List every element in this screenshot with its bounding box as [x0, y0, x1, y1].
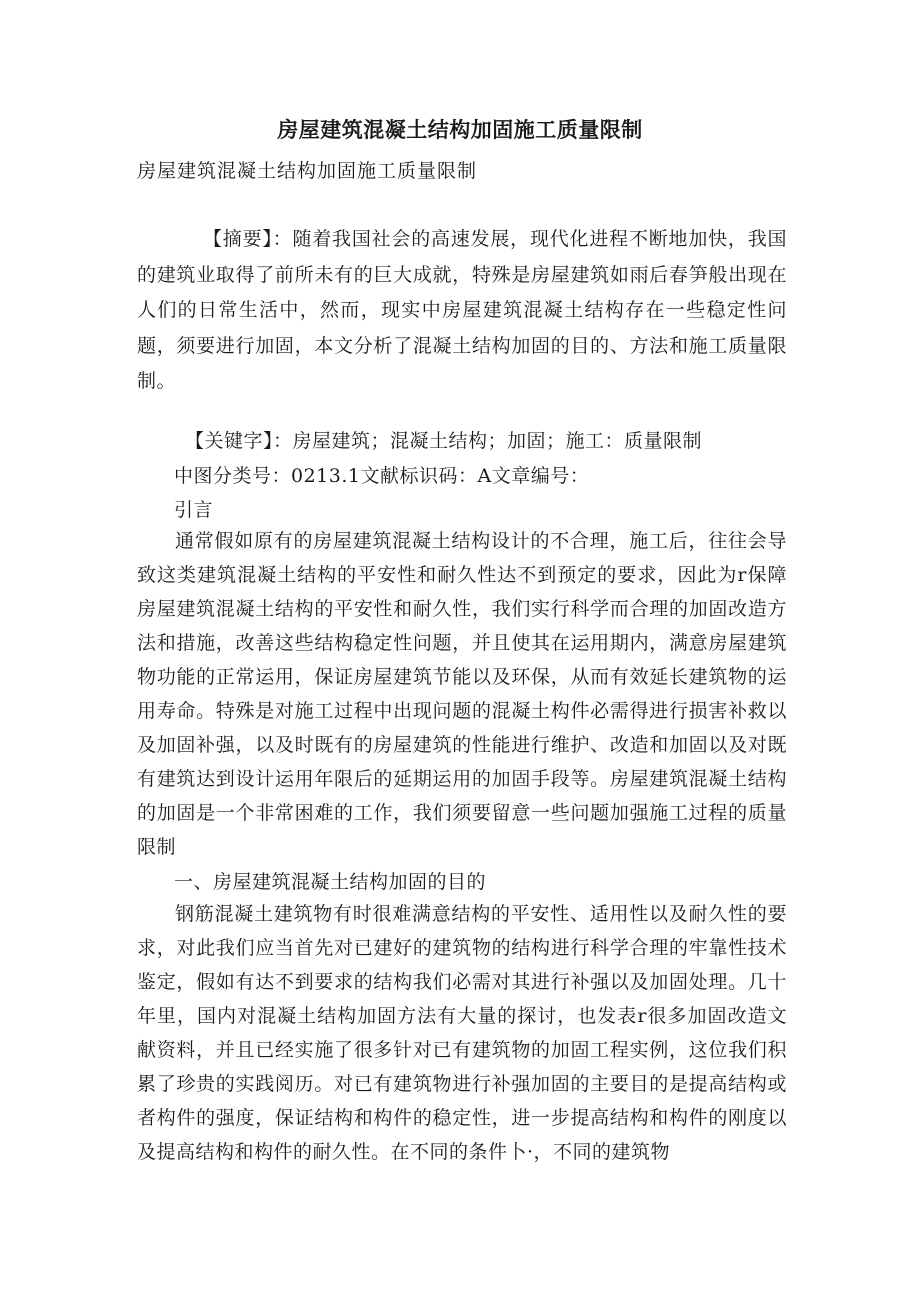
intro-heading: 引言 [174, 499, 214, 521]
keywords-line: 【关键字】：房屋建筑；混凝土结构；加固；施工：质量限制 [185, 430, 703, 452]
section-heading: 一、房屋建筑混凝土结构加固的目的 [174, 871, 487, 893]
abstract-paragraph: 【摘要】：随着我国社会的高速发展，现代化进程不断地加快，我国的建筑业取得了前所未有的巨大成就，特殊是房屋建筑如雨后春笋般出现在人们的日常生活中，然而，现实中房屋建筑混凝土结构存在一些稳定性问题，须要进行加固，本文分析了混凝土结构加固的目的、方法和施工质量限制。 [137, 228, 787, 392]
intro-paragraph: 通常假如原有的房屋建筑混凝土结构设计的不合理，施工后，往往会导致这类建筑混凝土结构的平安性和耐久性达不到预定的要求，因此为r保障房屋建筑混凝土结构的平安性和耐久性，我们实行科学而合理的加固改造方法和措施，改善这些结构稳定性问题，并且使其在运用期内，满意房屋建筑物功能的正常运用，保证房屋建筑节能以及环保，从而有效延长建筑物的运用寿命。特殊是对施工过程中出现问题的混凝土构件必需得进行损害补救以及加固补强，以及时既有的房屋建筑的性能进行维护、改造和加固以及对既有建筑达到设计运用年限后的延期运用的加固手段等。房屋建筑混凝土结构的加固是一个非常困难的工作，我们须要留意一些问题加强施工过程的质量限制 [137, 530, 787, 858]
section-paragraph: 钢筋混凝土建筑物有时很难满意结构的平安性、适用性以及耐久性的要求，对此我们应当首先对已建好的建筑物的结构进行科学合理的牢靠性技术鉴定，假如有达不到要求的结构我们必需对其进行补强以及加固处理。几十年里，国内对混凝土结构加固方法有大量的探讨，也发表r很多加固改造文献资料，并且已经实施了很多针对已有建筑物的加固工程实例，这位我们积累了珍贵的实践阅历。对已有建筑物进行补强加固的主要目的是提高结构或者构件的强度，保证结构和构件的稳定性，进一步提高结构和构件的刚度以及提高结构和构件的耐久性。在不同的条件卜·，不同的建筑物 [137, 903, 787, 1163]
document-title: 房屋建筑混凝土结构加固施工质量限制 [277, 118, 643, 142]
document-subtitle: 房屋建筑混凝土结构加固施工质量限制 [137, 160, 478, 182]
classification-line: 中图分类号：0213.1文献标识码：A文章编号： [174, 465, 590, 487]
